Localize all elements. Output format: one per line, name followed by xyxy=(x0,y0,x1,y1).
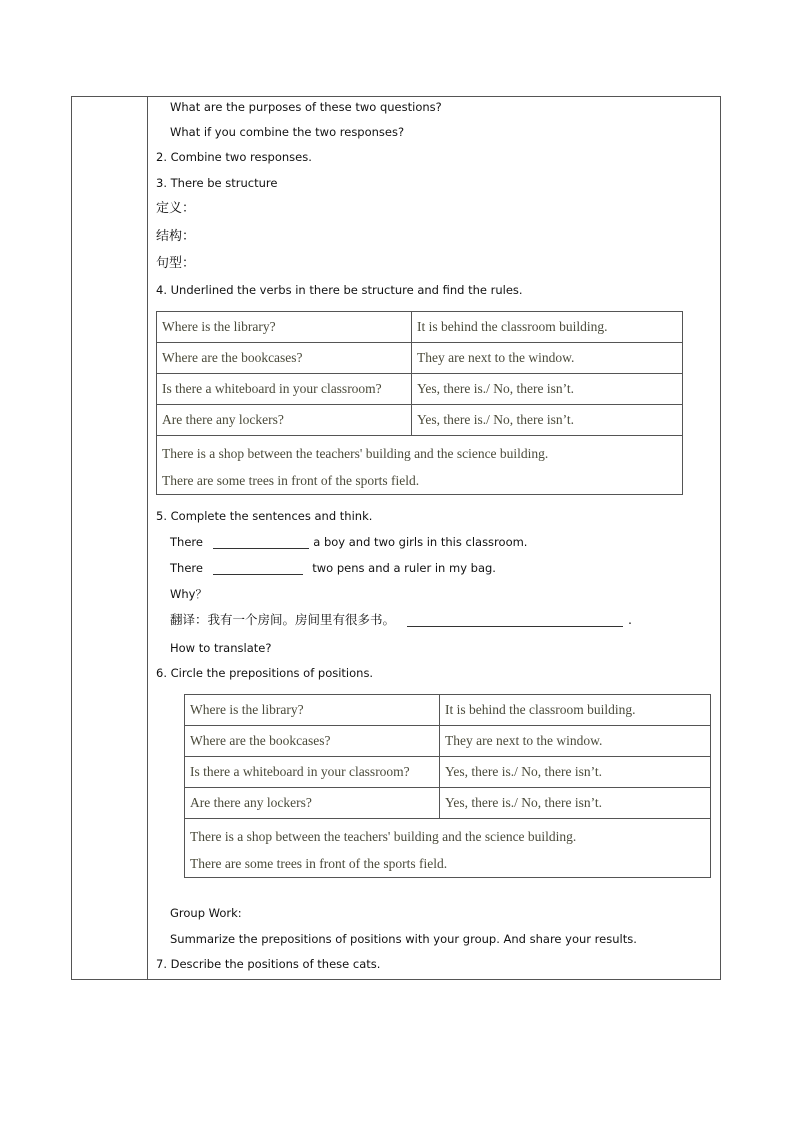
answer-cell: They are next to the window. xyxy=(412,343,683,374)
left-column-divider xyxy=(147,97,148,979)
question-cell: Where is the library? xyxy=(157,312,412,343)
question-combine: What if you combine the two responses? xyxy=(170,125,405,139)
question-cell: Are there any lockers? xyxy=(185,788,440,819)
question-cell: Are there any lockers? xyxy=(157,405,412,436)
fill-sentence-2-start: There xyxy=(170,561,203,575)
question-cell: Is there a whiteboard in your classroom? xyxy=(185,757,440,788)
sentence-pattern-label: 句型： xyxy=(156,256,196,271)
fill-sentence-1 xyxy=(170,535,527,549)
how-to-translate: How to translate? xyxy=(170,641,272,655)
fill-sentence-2 xyxy=(170,561,496,575)
answer-blank-1[interactable] xyxy=(213,537,309,549)
table-row xyxy=(157,343,683,374)
summarize-instruction: Summarize the prepositions of positions with your group. And share your results. xyxy=(170,932,637,946)
fill-sentence-1-end: a boy and two girls in this classroom. xyxy=(313,535,528,549)
item-6: 6. Circle the prepositions of positions. xyxy=(156,666,374,680)
question-cell: Is there a whiteboard in your classroom? xyxy=(157,374,412,405)
translate-prompt: 翻译：我有一个房间。房间里有很多书。 xyxy=(170,612,396,627)
item-5: 5. Complete the sentences and think. xyxy=(156,509,373,523)
answer-cell: It is behind the classroom building. xyxy=(412,312,683,343)
answer-cell: Yes, there is./ No, there isn’t. xyxy=(440,757,711,788)
table-row xyxy=(157,312,683,343)
fill-sentence-2-end: two pens and a ruler in my bag. xyxy=(312,561,496,575)
table-row xyxy=(185,695,711,726)
answer-blank-2[interactable] xyxy=(213,563,303,575)
sentence-2: There are some trees in front of the sports field. xyxy=(162,473,420,488)
answer-cell: Yes, there is./ No, there isn’t. xyxy=(412,374,683,405)
table-row xyxy=(185,726,711,757)
group-work-heading: Group Work: xyxy=(170,906,242,920)
answer-cell: Yes, there is./ No, there isn’t. xyxy=(440,788,711,819)
sentence-1: There is a shop between the teachers' building and the science building. xyxy=(162,446,549,461)
translate-line xyxy=(170,613,632,627)
table-row xyxy=(185,757,711,788)
why-question: Why？ xyxy=(170,587,207,601)
table-row xyxy=(185,788,711,819)
sentence-cell xyxy=(157,436,683,495)
structure-label: 结构： xyxy=(156,229,196,244)
sentence-cell xyxy=(185,819,711,878)
item-3: 3. There be structure xyxy=(156,176,278,190)
item-7: 7. Describe the positions of these cats. xyxy=(156,957,381,971)
answer-cell: They are next to the window. xyxy=(440,726,711,757)
table-row xyxy=(185,819,711,878)
sentence-2: There are some trees in front of the sports field. xyxy=(190,856,448,871)
item-2: 2. Combine two responses. xyxy=(156,150,312,164)
question-cell: Where are the bookcases? xyxy=(157,343,412,374)
table-row xyxy=(157,405,683,436)
fill-sentence-1-start: There xyxy=(170,535,203,549)
table-row xyxy=(157,374,683,405)
sentence-1: There is a shop between the teachers' building and the science building. xyxy=(190,829,577,844)
table-row xyxy=(157,436,683,495)
translate-end: . xyxy=(627,612,632,627)
translate-blank[interactable] xyxy=(407,615,623,627)
example-table-2 xyxy=(184,694,711,878)
answer-cell: It is behind the classroom building. xyxy=(440,695,711,726)
example-table-1 xyxy=(156,311,683,495)
question-cell: Where are the bookcases? xyxy=(185,726,440,757)
lesson-table-frame xyxy=(71,96,721,980)
answer-cell: Yes, there is./ No, there isn’t. xyxy=(412,405,683,436)
question-cell: Where is the library? xyxy=(185,695,440,726)
item-4: 4. Underlined the verbs in there be structure and find the rules. xyxy=(156,283,523,297)
question-purposes: What are the purposes of these two questions? xyxy=(170,100,442,114)
definition-label: 定义： xyxy=(156,201,196,216)
